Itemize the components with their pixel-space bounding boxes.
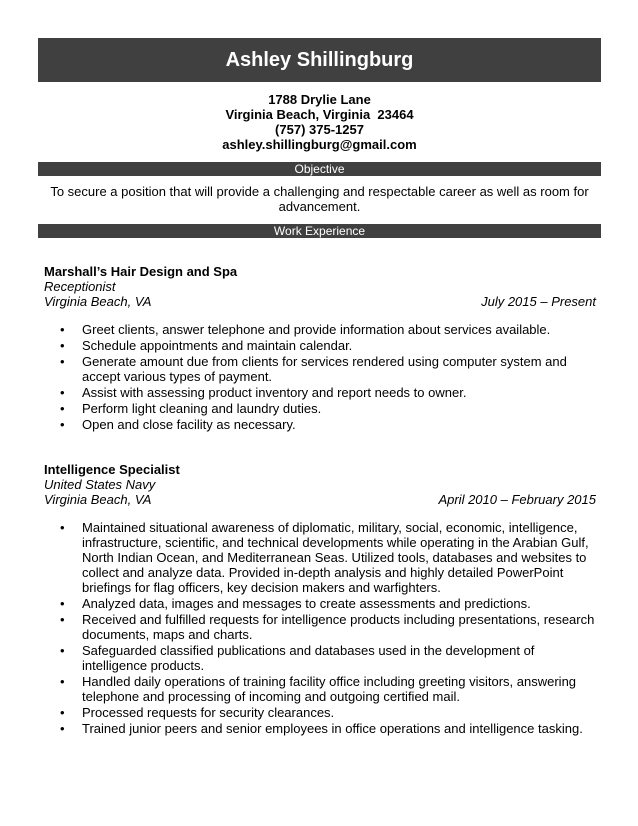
job-entry-1: [44, 264, 596, 309]
job-location: Virginia Beach, VA: [44, 492, 152, 507]
job-employer: Marshall’s Hair Design and Spa: [44, 264, 238, 279]
job-location: Virginia Beach, VA: [44, 294, 152, 309]
list-item: • Trained junior peers and senior employees in office operations and intelligence tasking.: [44, 721, 596, 736]
candidate-name: Ashley Shillingburg: [225, 48, 414, 71]
job-1-duties: [44, 322, 596, 433]
list-item: • Assist with assessing product inventory and report needs to owner.: [44, 385, 596, 400]
list-item: • Received and fulfilled requests for intelligence products including presentations, research documents, maps and charts.: [44, 612, 596, 642]
list-item: • Maintained situational awareness of diplomatic, military, social, economic, intelligence, infrastructure, scientific, and technical developments while operating in the Arabian Gulf, North Indian Ocean, and Mediterranean Seas. Utilized tools, databases and websites to collect and analyze data. Provided in-depth analysis and highly detailed PowerPoint briefings for flag officers, key decision makers and warfighters.: [44, 520, 596, 595]
job-dates: April 2010 – February 2015: [438, 492, 596, 507]
list-item: • Processed requests for security clearances.: [44, 705, 596, 720]
list-item: • Greet clients, answer telephone and provide information about services available.: [44, 322, 596, 337]
objective-text: To secure a position that will provide a challenging and respectable career as well as room for advancement.: [50, 184, 589, 214]
list-item: • Perform light cleaning and laundry duties.: [44, 401, 596, 416]
list-item: • Safeguarded classified publications and databases used in the development of intelligence products.: [44, 643, 596, 673]
list-item: • Open and close facility as necessary.: [44, 417, 596, 432]
contact-street: 1788 Drylie Lane: [268, 92, 371, 107]
list-item: • Analyzed data, images and messages to create assessments and predictions.: [44, 596, 596, 611]
resume-name-header: [38, 38, 601, 82]
job-2-duties: [44, 520, 596, 737]
job-employer: Intelligence Specialist: [44, 462, 180, 477]
job-location-row: [44, 492, 596, 507]
contact-city: Virginia Beach, Virginia 23464: [225, 107, 414, 122]
job-dates: July 2015 – Present: [481, 294, 596, 309]
work-experience-heading: Work Experience: [38, 224, 601, 238]
list-item: • Handled daily operations of training facility office including greeting visitors, answering telephone and processing of incoming and outgoing certified mail.: [44, 674, 596, 704]
job-entry-2: [44, 462, 596, 507]
job-location-row: [44, 294, 596, 309]
list-item: • Generate amount due from clients for services rendered using computer system and accept various types of payment.: [44, 354, 596, 384]
contact-block: [38, 92, 601, 152]
job-role: United States Navy: [44, 477, 156, 492]
objective-heading: Objective: [38, 162, 601, 176]
contact-phone: (757) 375-1257: [275, 122, 364, 137]
list-item: • Schedule appointments and maintain calendar.: [44, 338, 596, 353]
contact-email: ashley.shillingburg@gmail.com: [222, 137, 417, 152]
job-role: Receptionist: [44, 279, 116, 294]
